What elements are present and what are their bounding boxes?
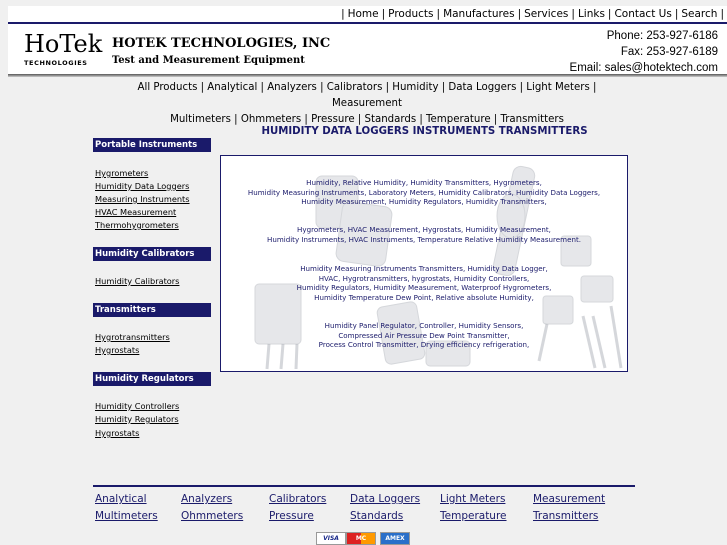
sidebar-link-hvac-measurement[interactable]: HVAC Measurement: [95, 207, 177, 217]
logo-subtitle: TECHNOLOGIES: [24, 59, 88, 67]
footer-link-multimeters[interactable]: Multimeters: [95, 510, 158, 522]
top-nav-separator: |: [607, 8, 612, 20]
panel-paragraph-1: [221, 178, 627, 207]
footer-link-calibrators[interactable]: Calibrators: [269, 493, 327, 505]
sidebar-heading-humidity-calibrators: Humidity Calibrators: [93, 247, 211, 261]
header-divider: [8, 74, 727, 77]
category-nav-line-1[interactable]: All Products | Analytical | Analyzers | Calibrators | Humidity | Data Loggers | Light Meters | Measurement: [137, 82, 597, 109]
footer-link-temperature[interactable]: Temperature: [440, 510, 507, 522]
panel-text-line: Hygrometers, HVAC Measurement, Hygrostats, Humidity Measurement,: [297, 225, 551, 234]
amex-card-icon: AMEX: [380, 532, 410, 545]
company-tagline: Test and Measurement Equipment: [112, 55, 305, 66]
panel-paragraph-3: [221, 264, 627, 303]
top-nav: [8, 6, 727, 22]
visa-card-icon: VISA: [316, 532, 346, 545]
sidebar-link-hygrostats[interactable]: Hygrostats: [95, 345, 140, 355]
panel-text-line: Humidity Measurement, Humidity Regulators, Humidity Transmitters,: [301, 197, 547, 207]
footer-link-measurement[interactable]: Measurement: [533, 493, 606, 505]
top-nav-links[interactable]: Links: [577, 8, 605, 20]
footer-link-pressure[interactable]: Pressure: [269, 510, 314, 522]
top-nav-separator: |: [436, 8, 441, 20]
footer-link-data-loggers[interactable]: Data Loggers: [350, 493, 421, 505]
category-nav: [130, 80, 604, 128]
top-nav-search[interactable]: Search: [681, 8, 718, 20]
company-name: HOTEK TECHNOLOGIES, INC: [112, 36, 331, 51]
panel-text-line: Humidity Measuring Instruments, Laboratory Meters, Humidity Calibrators, Humidity Data Loggers,: [247, 187, 601, 197]
sidebar-link-hygrometers[interactable]: Hygrometers: [95, 168, 149, 178]
panel-text-line: Humidity, Relative Humidity, Humidity Transmitters, Hygrometers,: [306, 178, 542, 187]
panel-text-line: Humidity Measuring Instruments Transmitters, Humidity Data Logger,: [300, 264, 548, 273]
footer-link-ohmmeters[interactable]: Ohmmeters: [181, 510, 244, 522]
top-nav-services[interactable]: Services: [524, 8, 569, 20]
phone-number: Phone: 253-927-6186: [606, 30, 718, 42]
footer-link-standards[interactable]: Standards: [350, 510, 404, 522]
panel-text-line: HVAC, Hygrotransmitters, hygrostats, Humidity Controllers,: [318, 273, 530, 283]
sidebar-link-humidity-data-loggers[interactable]: Humidity Data Loggers: [95, 181, 190, 191]
top-nav-separator: |: [381, 8, 386, 20]
footer-link-analyzers[interactable]: Analyzers: [181, 493, 233, 505]
fax-number: Fax: 253-927-6189: [620, 46, 718, 58]
footer-link-transmitters[interactable]: Transmitters: [533, 510, 599, 522]
sidebar-link-measuring-instruments[interactable]: Measuring Instruments: [95, 194, 190, 204]
top-nav-separator: |: [517, 8, 522, 20]
site-header: [8, 22, 727, 74]
top-nav-products[interactable]: Products: [388, 8, 434, 20]
top-nav-separator: |: [674, 8, 679, 20]
sidebar-link-humidity-controllers[interactable]: Humidity Controllers: [95, 401, 180, 411]
sidebar-heading-portable-instruments: Portable Instruments: [93, 138, 211, 152]
mastercard-icon: MC: [346, 532, 376, 545]
top-nav-separator: |: [571, 8, 575, 20]
contact-info: [570, 28, 718, 76]
panel-text-line: Compressed Air Pressure Dew Point Transmitter,: [338, 330, 510, 340]
panel-text-line: Humidity Panel Regulator, Controller, Humidity Sensors,: [324, 321, 524, 330]
footer-link-analytical[interactable]: Analytical: [95, 493, 147, 505]
panel-text-line: Humidity Temperature Dew Point, Relative absolute Humidity,: [314, 293, 534, 303]
logo-wordmark: HoTek: [24, 30, 103, 58]
category-nav-line-2[interactable]: Multimeters | Ohmmeters | Pressure | Standards | Temperature | Transmitters: [170, 114, 564, 125]
panel-paragraph-2: [221, 225, 627, 244]
top-nav-home[interactable]: Home: [347, 8, 379, 20]
sidebar-link-humidity-calibrators[interactable]: Humidity Calibrators: [95, 276, 180, 286]
sidebar-link-humidity-regulators[interactable]: Humidity Regulators: [95, 414, 179, 424]
product-panel: [220, 155, 628, 372]
panel-text-line: Process Control Transmitter, Drying efficiency refrigeration,: [318, 340, 530, 350]
email-address[interactable]: Email: sales@hotektech.com: [569, 62, 718, 74]
footer-divider: [93, 485, 635, 487]
sidebar-link-hygrotransmitters[interactable]: Hygrotransmitters: [95, 332, 170, 342]
sidebar-heading-transmitters: Transmitters: [93, 303, 211, 317]
panel-text-line: Humidity Regulators, Humidity Measurement, Waterproof Hygrometers,: [296, 283, 552, 293]
sidebar-heading-humidity-regulators: Humidity Regulators: [93, 372, 211, 386]
top-nav-manufactures[interactable]: Manufactures: [443, 8, 515, 20]
footer-link-light-meters[interactable]: Light Meters: [440, 493, 506, 505]
sidebar-link-hygrostats-2[interactable]: Hygrostats: [95, 428, 140, 438]
sidebar-link-thermohygrometers[interactable]: Thermohygrometers: [95, 220, 179, 230]
company-logo[interactable]: [24, 32, 104, 70]
panel-paragraph-4: [221, 321, 627, 350]
top-nav-separator: |: [720, 8, 724, 20]
panel-text-line: Humidity Instruments, HVAC Instruments, Temperature Relative Humidity Measurement.: [267, 234, 581, 244]
page-title: HUMIDITY DATA LOGGERS INSTRUMENTS TRANSMITTERS: [261, 126, 588, 137]
top-nav-separator: |: [341, 8, 345, 20]
top-nav-contact-us[interactable]: Contact Us: [614, 8, 672, 20]
